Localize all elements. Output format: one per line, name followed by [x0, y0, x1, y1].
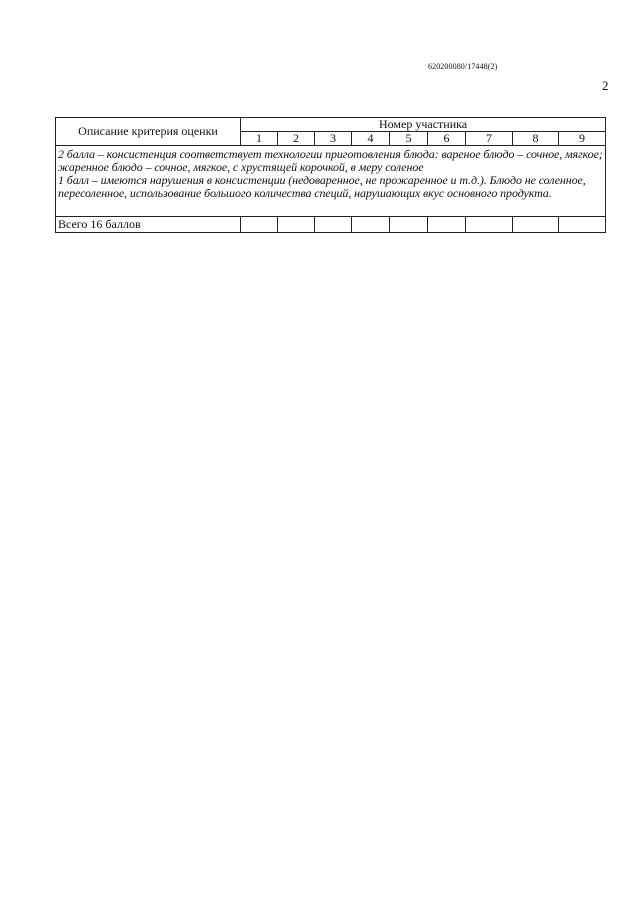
participant-number: 5: [390, 132, 428, 146]
score-cell: [466, 217, 513, 233]
evaluation-table: [55, 117, 606, 233]
criterion-header: Описание критерия оценки: [56, 118, 241, 146]
participant-number: 8: [513, 132, 559, 146]
score-cell: [559, 217, 606, 233]
total-label: Всего 16 баллов: [56, 217, 241, 233]
document-code: 620200080/17448(2): [428, 62, 498, 71]
score-cell: [390, 217, 428, 233]
participant-number: 7: [466, 132, 513, 146]
participant-number: 4: [352, 132, 390, 146]
page-number: 2: [602, 78, 609, 93]
score-cell: [352, 217, 390, 233]
score-cell: [278, 217, 315, 233]
score-cell: [513, 217, 559, 233]
criterion-line-2-points: 2 балла – консистенция соответствует технологии приготовления блюда: вареное блюдо – сочное, мягкое; жаренное блюдо – сочное, мягкое, с хрустящей корочкой, в меру соленое: [58, 147, 603, 174]
participant-number: 1: [241, 132, 278, 146]
score-cell: [315, 217, 352, 233]
participant-number: 6: [428, 132, 466, 146]
score-cell: [241, 217, 278, 233]
participant-number: 3: [315, 132, 352, 146]
participant-number: 9: [559, 132, 606, 146]
score-cell: [428, 217, 466, 233]
participant-header: Номер участника: [241, 118, 606, 132]
criterion-line-1-point: 1 балл – имеются нарушения в консистенции (недоваренное, не прожаренное и т.д.). Блюдо не соленное, пересоленное, использование большого количества специй, нарушающих вкус основного продукта.: [58, 173, 586, 200]
criterion-description: [56, 146, 606, 217]
participant-number: 2: [278, 132, 315, 146]
